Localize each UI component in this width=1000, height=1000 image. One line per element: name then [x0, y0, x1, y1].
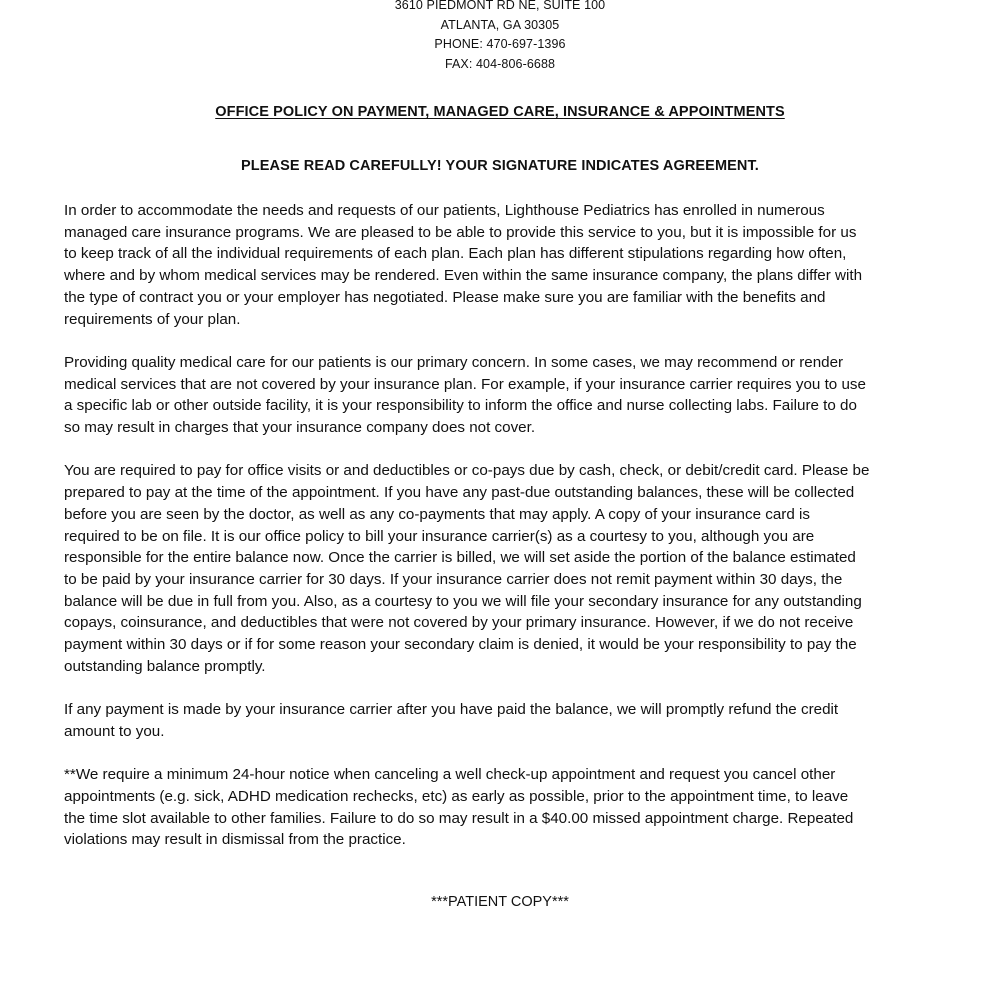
paragraph-line: managed care insurance programs. We are pleased to be able to provide this service to you, but it is impossible for us	[64, 223, 857, 241]
policy-title: OFFICE POLICY ON PAYMENT, MANAGED CARE, INSURANCE & APPOINTMENTS	[215, 104, 785, 120]
paragraph-line: You are required to pay for office visits or and deductibles or co-pays due by cash, check, or debit/credit card. Please be	[64, 462, 870, 480]
paragraph-line: Providing quality medical care for our patients is our primary concern. In some cases, we may recommend or render	[64, 353, 844, 371]
paragraph-cancellation	[64, 764, 940, 851]
paragraph-line: the type of contract you or your employer has negotiated. Please make sure you are familiar with the benefits and	[64, 288, 826, 306]
paragraph-line: prepared to pay at the time of the appointment. If you have any past-due outstanding balances, these will be collected	[64, 484, 855, 502]
paragraph-payment	[64, 460, 940, 677]
paragraph-line: appointments (e.g. sick, ADHD medication rechecks, etc) as early as possible, prior to the appointment time, to leave	[64, 787, 849, 805]
paragraph-line: to keep track of all the individual requirements of each plan. Each plan has different stipulations regarding how often,	[64, 245, 847, 263]
paragraph-line: violations may result in dismissal from the practice.	[64, 831, 406, 849]
paragraph-line: outstanding balance promptly.	[64, 657, 266, 675]
paragraph-quality-care	[64, 352, 940, 439]
paragraph-line: required to be on file. It is our office policy to bill your insurance carrier(s) as a courtesy to you, although you are	[64, 527, 815, 545]
agreement-notice: PLEASE READ CAREFULLY! YOUR SIGNATURE INDICATES AGREEMENT.	[241, 158, 759, 174]
paragraph-line: payment within 30 days or if for some reason your secondary claim is denied, it would be your responsibility to pay the	[64, 636, 857, 654]
practice-address-block	[0, 0, 1000, 74]
paragraph-managed-care	[64, 200, 940, 330]
paragraph-line: responsible for the entire balance now. Once the carrier is billed, we will set aside the portion of the balance estimated	[64, 549, 856, 567]
paragraph-line: so may result in charges that your insurance company does not cover.	[64, 419, 536, 437]
paragraph-line: amount to you.	[64, 722, 165, 740]
paragraph-line: medical services that are not covered by your insurance plan. For example, if your insurance carrier requires you to use	[64, 375, 866, 393]
address-line-fax: FAX: 404-806-6688	[444, 56, 556, 71]
paragraph-line: **We require a minimum 24-hour notice when canceling a well check-up appointment and request you cancel other	[64, 766, 836, 784]
address-line-street: 3610 PIEDMONT RD NE, SUITE 100	[394, 0, 606, 12]
paragraph-line: a specific lab or other outside facility, it is your responsibility to inform the office and nurse collecting labs. Failure to do	[64, 397, 857, 415]
patient-copy-label: ***PATIENT COPY***	[431, 894, 569, 910]
paragraph-line: copays, coinsurance, and deductibles that were not covered by your primary insurance. However, if we do not receive	[64, 614, 854, 632]
paragraph-line: balance will be due in full from you. Also, as a courtesy to you we will file your secondary insurance for any outstanding	[64, 592, 862, 610]
address-line-city: ATLANTA, GA 30305	[440, 17, 560, 32]
paragraph-line: requirements of your plan.	[64, 310, 241, 328]
paragraph-line: If any payment is made by your insurance carrier after you have paid the balance, we will promptly refund the credit	[64, 701, 839, 719]
paragraph-line: to be paid by your insurance carrier for 30 days. If your insurance carrier does not remit payment within 30 days, the	[64, 570, 843, 588]
paragraph-line: In order to accommodate the needs and requests of our patients, Lighthouse Pediatrics has enrolled in numerous	[64, 202, 825, 219]
policy-body	[64, 200, 940, 873]
address-line-phone: PHONE: 470-697-1396	[434, 37, 566, 51]
paragraph-line: before you are seen by the doctor, as well as any co-payments that may apply. A copy of your insurance card is	[64, 505, 810, 523]
paragraph-line: the time slot available to other families. Failure to do so may result in a $40.00 missed appointment charge. Repeated	[64, 809, 854, 827]
paragraph-refund	[64, 699, 940, 742]
paragraph-line: where and by whom medical services may be rendered. Even within the same insurance company, the plans differ with	[64, 267, 863, 285]
